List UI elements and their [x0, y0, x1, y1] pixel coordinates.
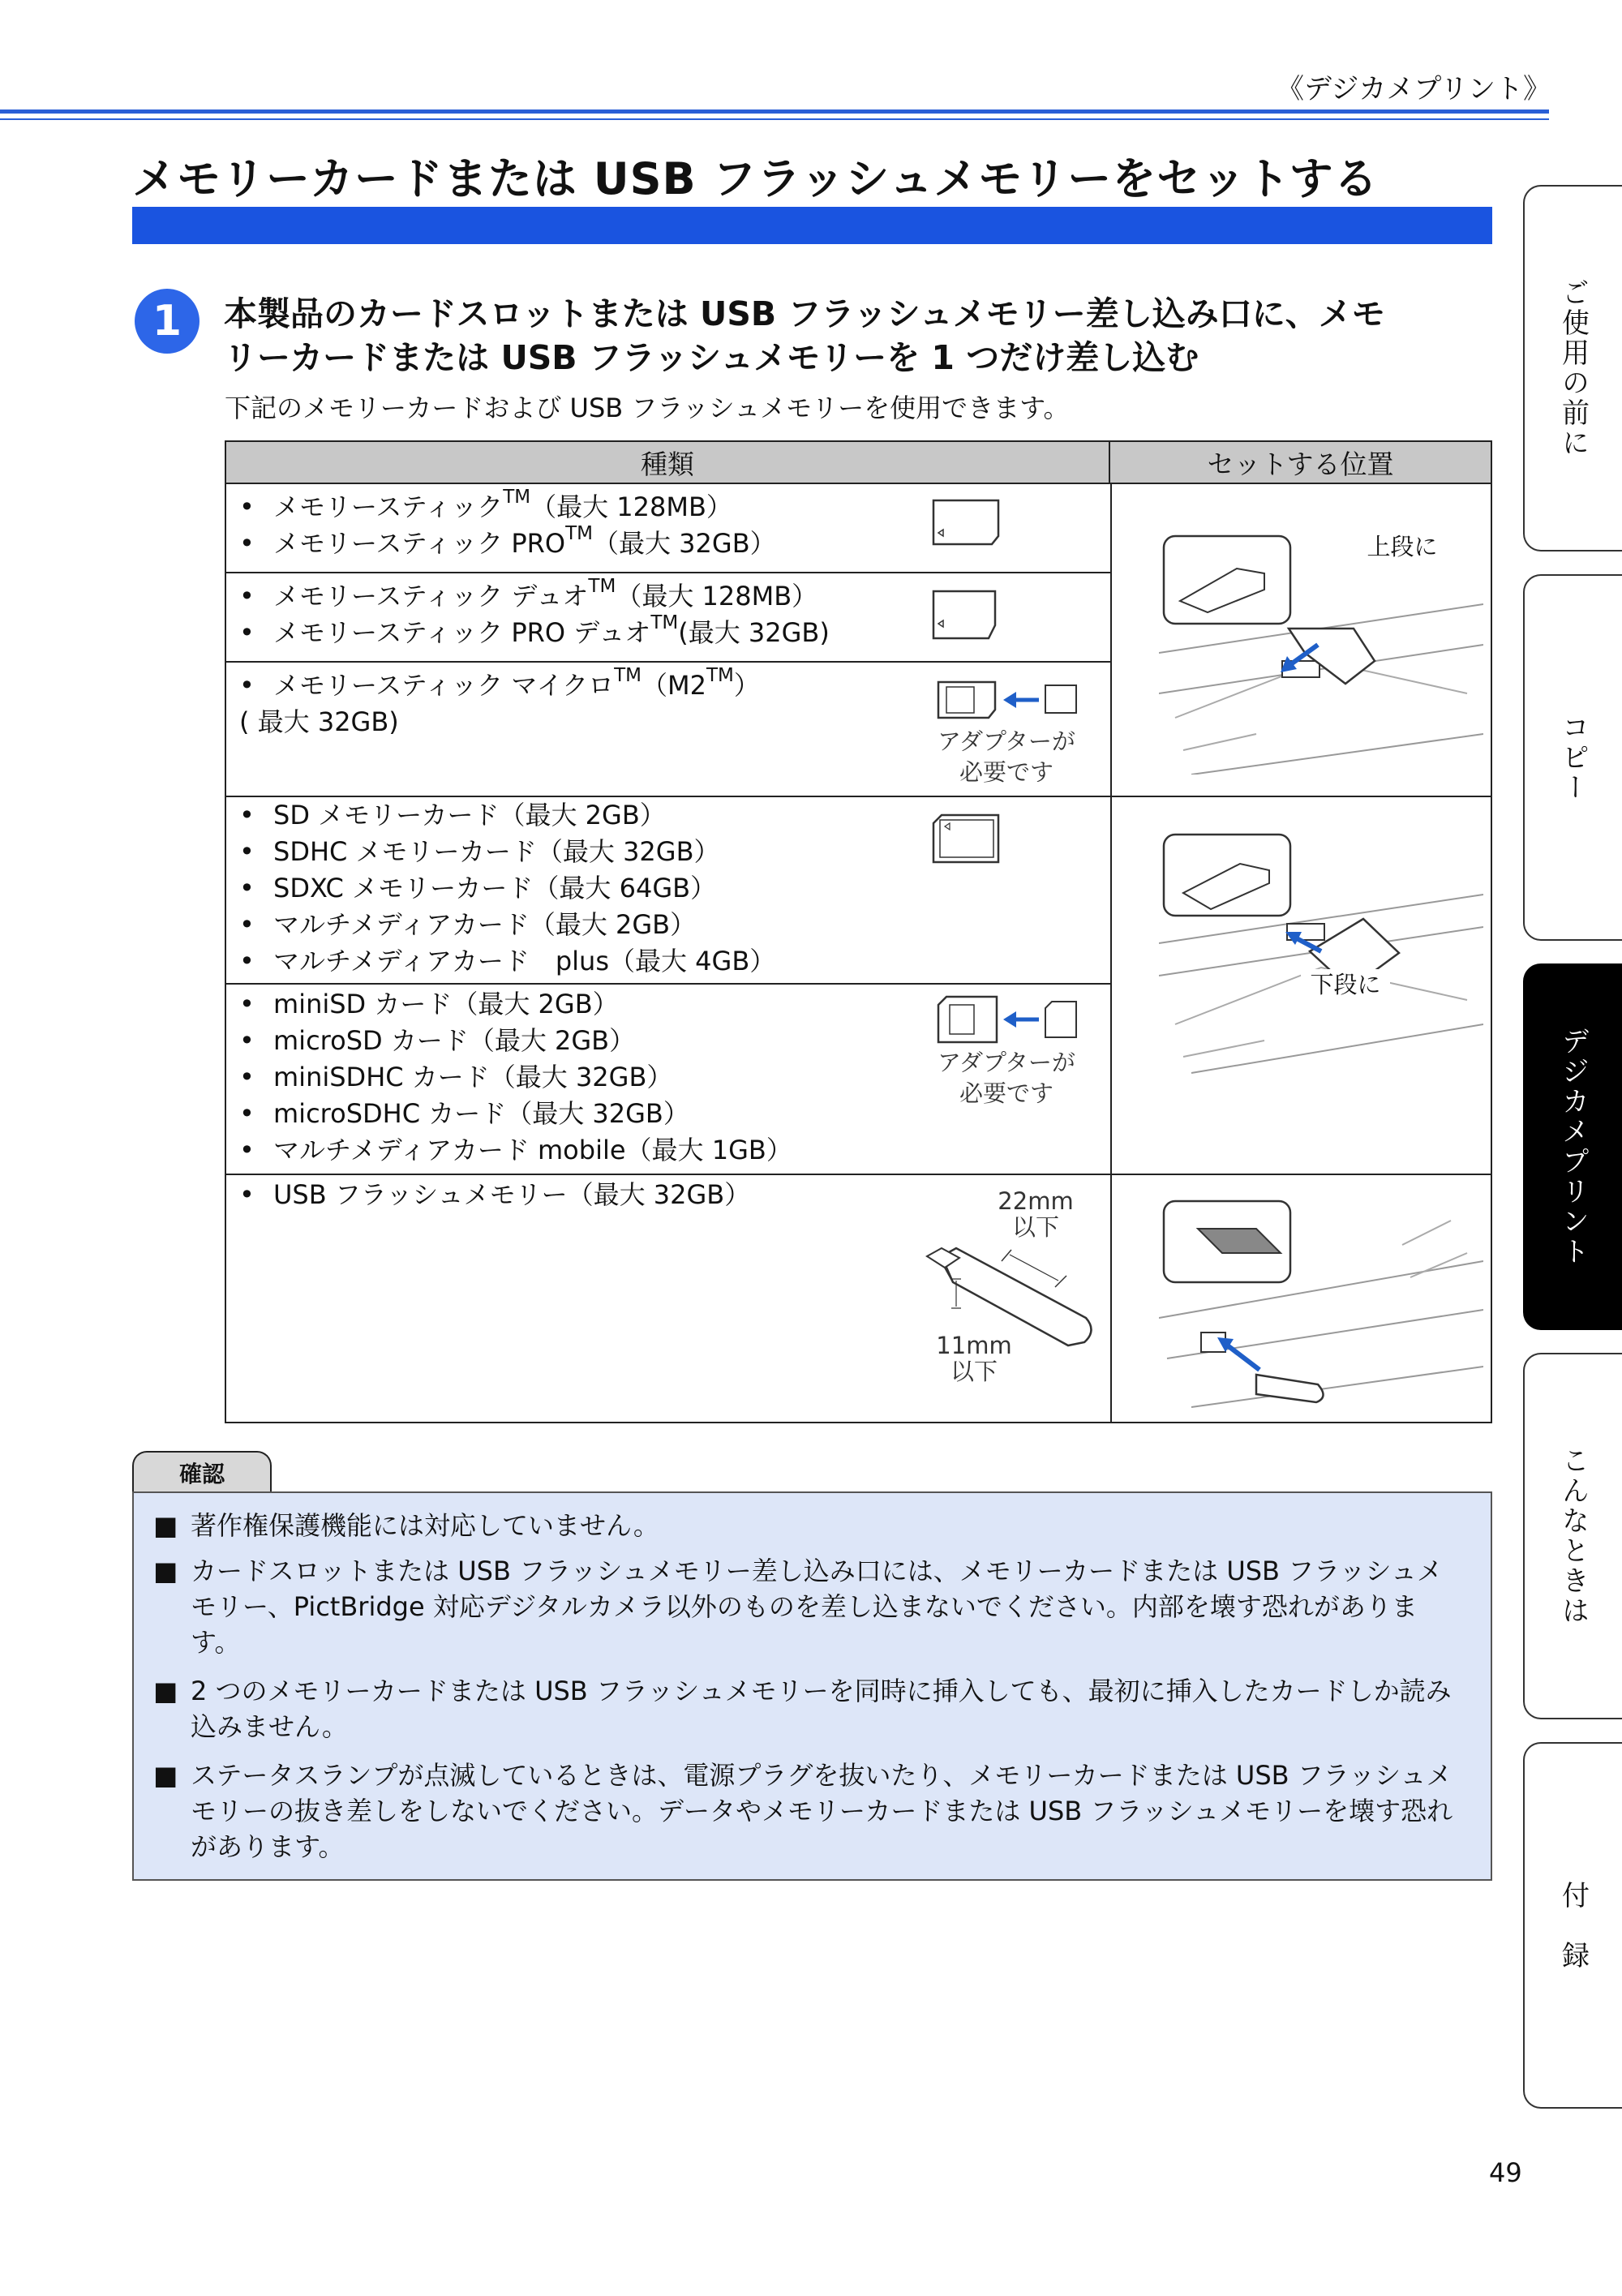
table-header-position: セットする位置 — [1110, 442, 1491, 484]
table-row — [239, 667, 760, 740]
list-item: • SDHC メモリーカード（最大 32GB） — [239, 836, 720, 867]
list-item: • メモリースティック デュオ TM （最大 128MB） — [239, 576, 818, 612]
list-item: • メモリースティック PRO デュオ TM (最大 32GB) — [239, 612, 830, 648]
usb-width-dimension: 22mm 以下 — [998, 1187, 1074, 1241]
check-note-box — [132, 1491, 1492, 1881]
chapter-header-label: 《デジカメプリント》 — [1277, 73, 1551, 105]
list-item: • メモリースティック TM （最大 128MB） — [239, 487, 732, 522]
list-item: • miniSD カード（最大 2GB） — [239, 989, 619, 1019]
lower-slot-illustration — [1159, 830, 1483, 1089]
check-note-item: ■ カードスロットまたは USB フラッシュメモリー差し込み口には、メモリーカードまたは USB フラッシュメモリー、PictBridge 対応デジタルカメラ以外のものを差し込まないでください。内部を壊す恐れがあります。 — [153, 1556, 1443, 1658]
memory-stick-icon — [930, 497, 1003, 547]
row-divider — [226, 983, 1110, 985]
list-item: • メモリースティック PRO TM （最大 32GB） — [239, 523, 776, 559]
usb-port-illustration — [1159, 1196, 1483, 1415]
step-number-badge: 1 — [135, 289, 200, 354]
side-tab-before-use[interactable]: ご使用の前に — [1523, 185, 1622, 551]
step-heading — [224, 292, 1489, 380]
upper-slot-illustration — [1159, 531, 1483, 775]
page-title: メモリーカードまたは USB フラッシュメモリーをセットする — [132, 153, 1379, 204]
table-row — [239, 1177, 750, 1213]
table-row — [239, 578, 830, 651]
row-divider — [226, 572, 1110, 573]
step-heading-line-1: 本製品のカードスロットまたは USB フラッシュメモリー差し込み口に、メモ — [224, 294, 1385, 333]
adapter-required-note: アダプターが 必要です — [938, 727, 1075, 786]
supported-media-table — [225, 440, 1492, 1423]
header-rule-thin — [0, 118, 1549, 120]
step-description: 下記のメモリーカードおよび USB フラッシュメモリーを使用できます。 — [225, 393, 1070, 423]
list-item: • SDXC メモリーカード（最大 64GB） — [239, 873, 717, 903]
lower-slot-label: 下段に — [1301, 969, 1390, 1000]
column-divider — [1110, 484, 1112, 1422]
table-row — [239, 797, 775, 980]
side-tab-copy[interactable]: コピー — [1523, 574, 1622, 941]
check-note-tab: 確認 — [132, 1451, 272, 1493]
list-item: • メモリースティック マイクロ TM （M2 TM ） — [239, 665, 760, 701]
list-item: • SD メモリーカード（最大 2GB） — [239, 800, 666, 830]
title-underline-bar — [132, 207, 1492, 244]
list-item: • マルチメディアカード mobile（最大 1GB） — [239, 1135, 792, 1165]
list-item: • USB フラッシュメモリー（最大 32GB） — [239, 1179, 751, 1210]
side-tab-digital-camera-print[interactable]: デジカメプリント — [1523, 963, 1622, 1330]
usb-thickness-dimension: 11mm 以下 — [936, 1332, 1012, 1385]
list-item: • miniSDHC カード（最大 32GB） — [239, 1062, 673, 1092]
page-number: 49 — [1489, 2157, 1522, 2188]
side-tab-appendix[interactable]: 付 録 — [1523, 1742, 1622, 2109]
list-item-continuation: ( 最大 32GB) — [239, 706, 399, 737]
row-divider — [226, 661, 1110, 663]
micro-to-duo-adapter-icon — [935, 679, 1081, 721]
side-tab-troubleshooting[interactable]: こんなときは — [1523, 1353, 1622, 1719]
step-heading-line-2: リーカードまたは USB フラッシュメモリーを 1 つだけ差し込む — [224, 338, 1199, 377]
row-divider — [226, 1174, 1491, 1175]
sd-card-icon — [930, 812, 1003, 865]
list-item: • microSDHC カード（最大 32GB） — [239, 1098, 689, 1129]
minisd-to-sd-adapter-icon — [935, 994, 1081, 1045]
header-rule — [0, 109, 1549, 114]
upper-slot-label: 上段に — [1367, 533, 1438, 560]
list-item: • microSD カード（最大 2GB） — [239, 1025, 636, 1056]
check-note-item: ■ ステータスランプが点滅しているときは、電源プラグを抜いたり、メモリーカードまたは USB フラッシュメモリーの抜き差しをしないでください。データやメモリーカードまたは USB フラッシュメモリーを壊す恐れがあります。 — [153, 1760, 1453, 1862]
table-row — [239, 986, 792, 1169]
table-header-type: 種類 — [226, 442, 1110, 484]
memory-stick-duo-icon — [930, 588, 1000, 643]
list-item: • マルチメディアカード plus（最大 4GB） — [239, 946, 776, 976]
check-note-item: ■ 2 つのメモリーカードまたは USB フラッシュメモリーを同時に挿入しても、最初に挿入したカードしか読み込みません。 — [153, 1676, 1452, 1742]
adapter-required-note: アダプターが 必要です — [938, 1049, 1075, 1107]
check-note-item: ■ 著作権保護機能には対応していません。 — [153, 1510, 659, 1541]
list-item: • マルチメディアカード（最大 2GB） — [239, 909, 697, 940]
table-row — [239, 489, 776, 562]
